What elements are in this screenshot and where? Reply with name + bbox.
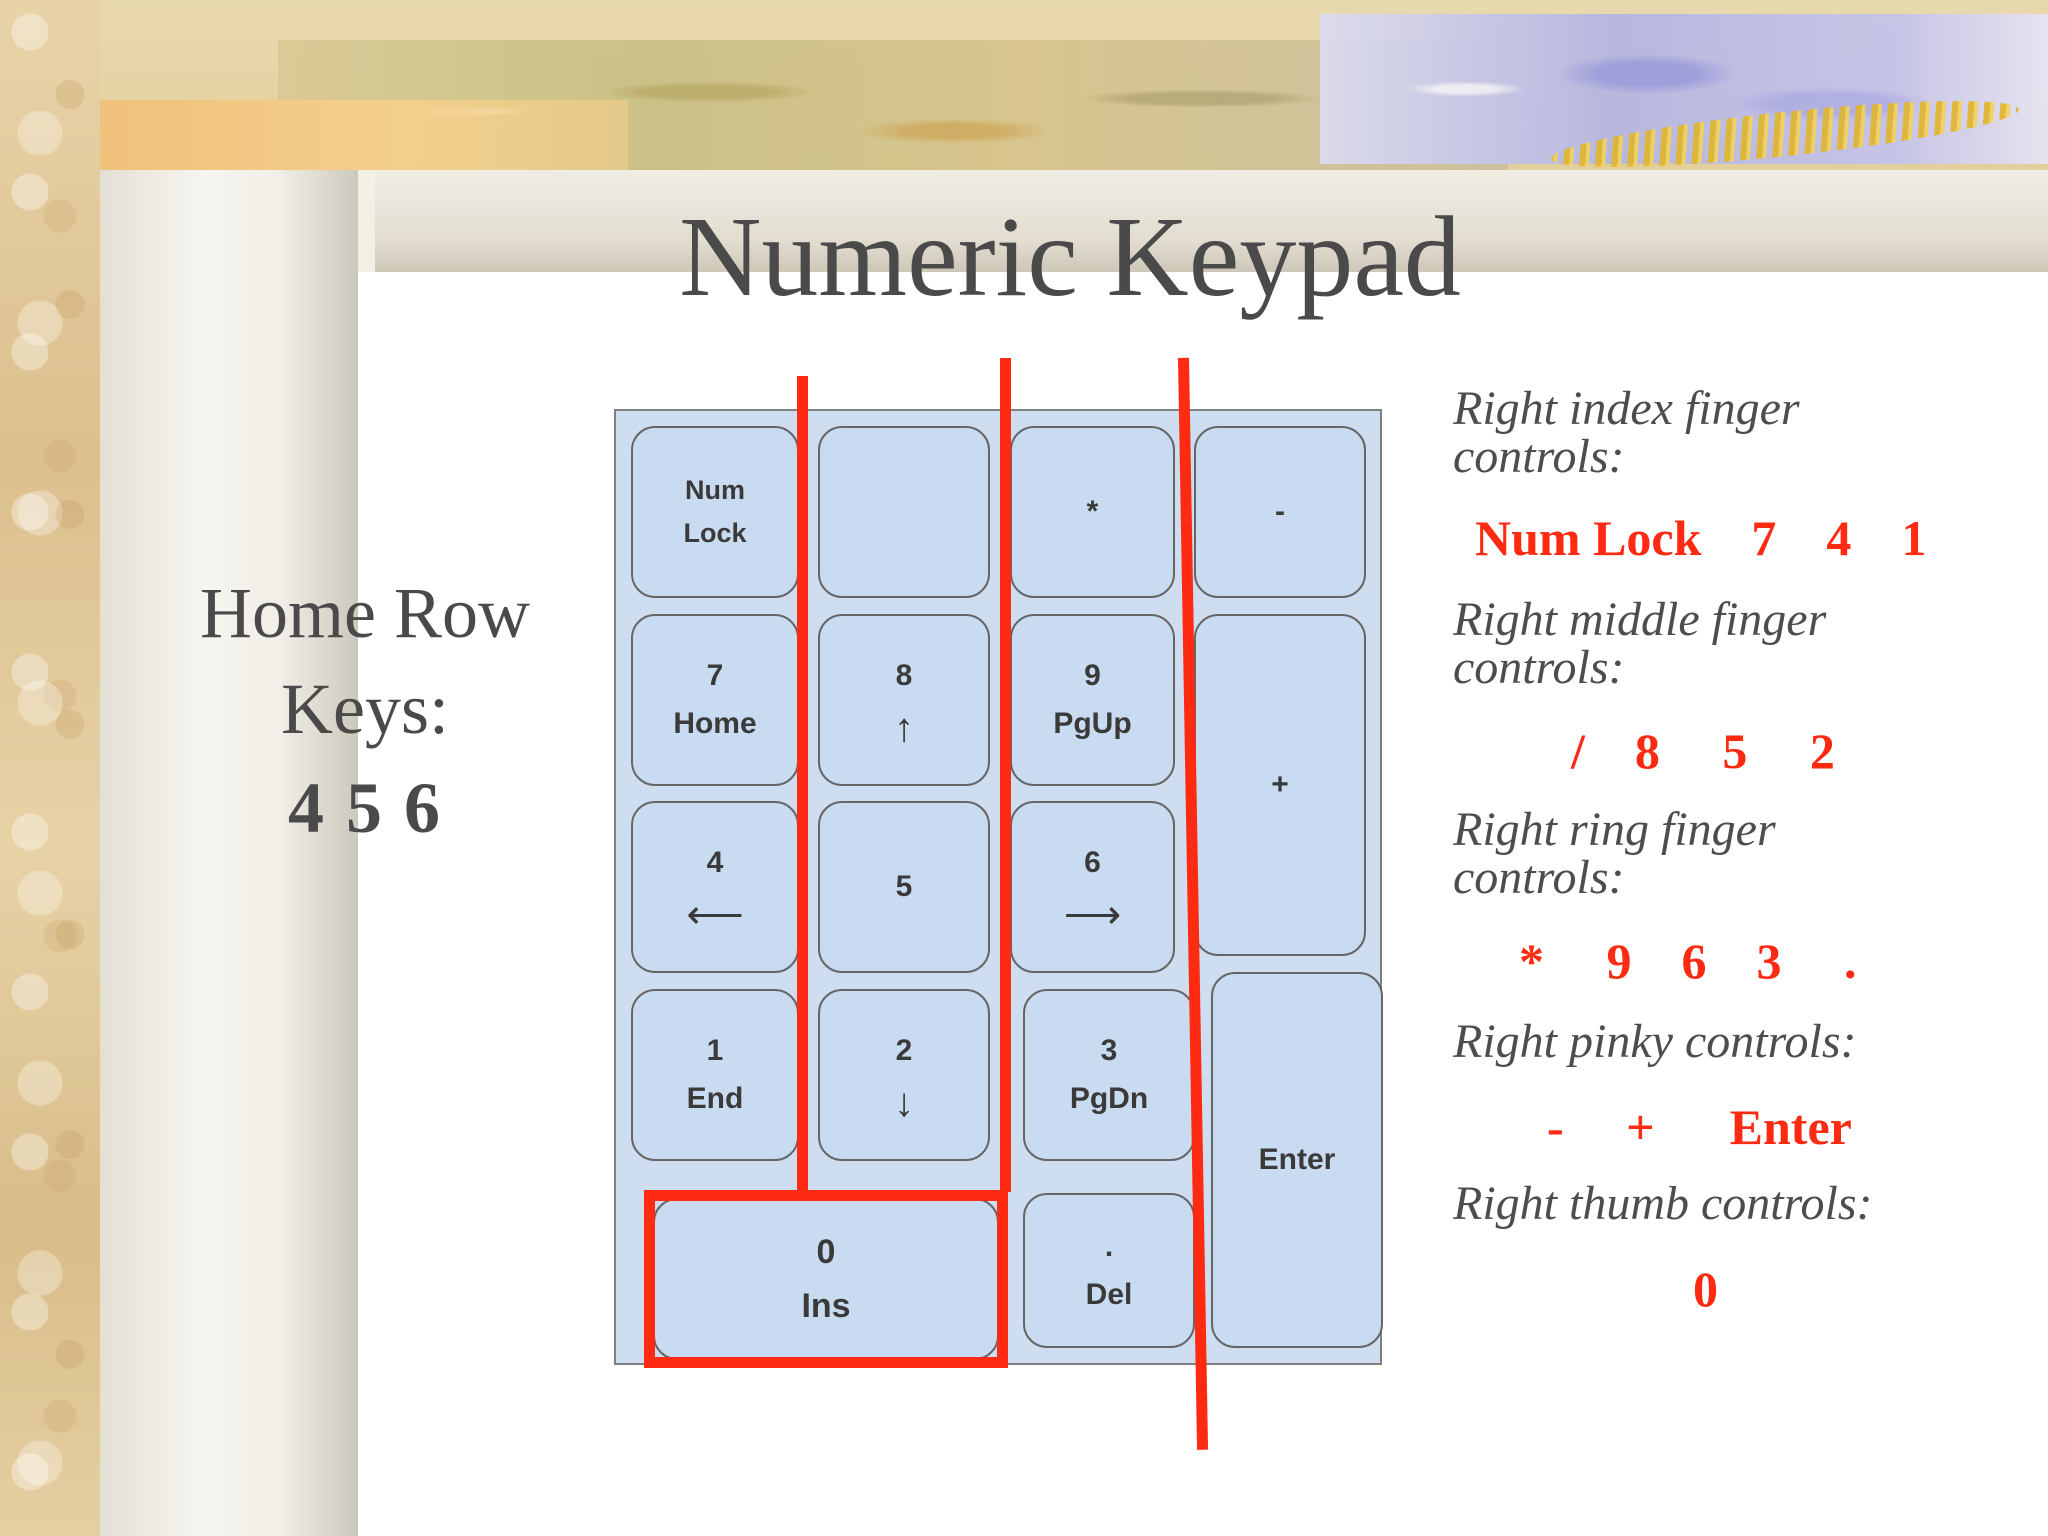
- key-numlock: Num Lock: [631, 426, 799, 598]
- instruction-index-finger: [1453, 382, 2013, 566]
- instruction-label: Right index finger: [1453, 382, 1800, 435]
- home-row-block: [150, 565, 580, 850]
- instruction-ring-finger: [1453, 803, 2013, 989]
- instruction-label: Right ring finger: [1453, 803, 1776, 856]
- key-6-right: 6 ⟶: [1010, 801, 1175, 973]
- slide-title: Numeric Keypad: [679, 193, 1461, 320]
- instruction-label: controls:: [1453, 641, 1625, 694]
- key-minus: -: [1194, 426, 1366, 598]
- instruction-keys: * 9 6 3 .: [1519, 933, 1857, 989]
- arrow-up-icon: ↑: [894, 706, 914, 750]
- instruction-label: controls:: [1453, 430, 1625, 483]
- key-1-end: 1 End: [631, 989, 799, 1161]
- key-enter: Enter: [1211, 972, 1383, 1348]
- key-7-home: 7 Home: [631, 614, 799, 786]
- instruction-label: Right pinky controls:: [1453, 1015, 1857, 1068]
- key-0-ins: 0 Ins: [653, 1198, 999, 1360]
- instruction-keys: - + Enter: [1547, 1099, 1852, 1155]
- key-4-left: 4 ⟵: [631, 801, 799, 973]
- thumb-zone-box: [644, 1190, 1008, 1368]
- header-orange-bar: [68, 100, 628, 170]
- arrow-down-icon: ↓: [894, 1081, 914, 1125]
- instruction-keys: 0: [1693, 1261, 1718, 1317]
- key-blank: [818, 426, 990, 598]
- instruction-middle-finger: [1453, 593, 2013, 779]
- key-3-pgdn: 3 PgDn: [1023, 989, 1195, 1161]
- key-plus: +: [1194, 614, 1366, 956]
- home-row-keys: 4 5 6: [288, 768, 442, 848]
- instruction-keys: / 8 5 2: [1571, 723, 1835, 779]
- key-8-up: 8 ↑: [818, 614, 990, 786]
- key-dot-del: . Del: [1023, 1193, 1195, 1348]
- instruction-label: Right thumb controls:: [1453, 1177, 1873, 1230]
- home-row-label-line2: Keys:: [281, 669, 449, 749]
- instruction-pinky: [1453, 1015, 2033, 1155]
- instruction-thumb: [1453, 1177, 2033, 1317]
- key-5: 5: [818, 801, 990, 973]
- instruction-label: Right middle finger: [1453, 593, 1827, 646]
- finger-divider-line-2: [1000, 358, 1011, 1192]
- instruction-label: controls:: [1453, 851, 1625, 904]
- instruction-keys: Num Lock 7 4 1: [1475, 510, 1927, 566]
- parchment-strip: [0, 0, 100, 1536]
- arrow-right-icon: ⟶: [1063, 893, 1122, 937]
- key-2-down: 2 ↓: [818, 989, 990, 1161]
- home-row-label-line1: Home Row: [200, 573, 530, 653]
- key-9-pgup: 9 PgUp: [1010, 614, 1175, 786]
- pillar-column: [100, 170, 358, 1536]
- finger-divider-line-1: [797, 376, 808, 1192]
- key-asterisk: *: [1010, 426, 1175, 598]
- arrow-left-icon: ⟵: [686, 893, 744, 937]
